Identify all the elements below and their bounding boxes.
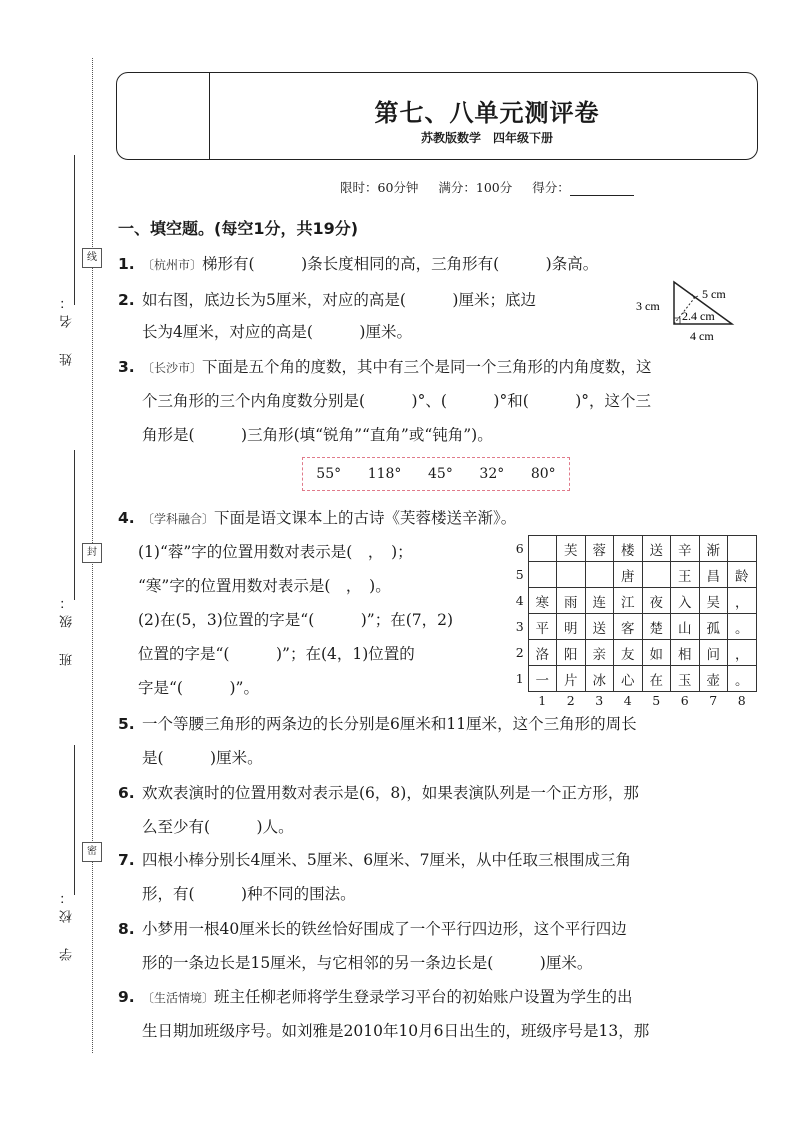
grid-cell: [728, 536, 757, 562]
question-8: 8. 小梦用一根40厘米长的铁丝恰好围成了一个平行四边形，这个平行四边: [118, 920, 627, 938]
angle-value: 45°: [428, 466, 453, 482]
grid-cell: 问: [699, 640, 728, 666]
grid-x-label: 6: [680, 693, 689, 709]
seal-mark-feng: 封: [82, 543, 102, 563]
school-field[interactable]: [74, 745, 75, 895]
grid-cell: 龄: [728, 562, 757, 588]
grid-cell: 孤: [699, 614, 728, 640]
grid-cell: 。: [728, 614, 757, 640]
triangle-left-label: 3 cm: [636, 299, 660, 313]
grid-cell: 洛: [528, 640, 557, 666]
grid-cell: 吴: [699, 588, 728, 614]
angle-value: 55°: [316, 466, 342, 482]
grid-x-label: 3: [595, 693, 604, 709]
grid-cell: ，: [728, 588, 757, 614]
grid-cell: 一: [528, 666, 557, 692]
grid-cell: 如: [642, 640, 671, 666]
angle-value: 118°: [367, 466, 402, 482]
grid-cell: [528, 536, 557, 562]
grid-cell: [585, 562, 614, 588]
grid-cell: [642, 562, 671, 588]
poem-grid: [512, 535, 757, 710]
time-limit: 限时：60分钟: [340, 180, 419, 195]
grid-x-label: 1: [538, 693, 547, 709]
angle-value: 80°: [530, 466, 556, 482]
question-3: 3. 〔长沙市〕下面是五个角的度数，其中有三个是同一个三角形的内角度数，这: [118, 358, 652, 376]
right-triangle-figure: [630, 278, 742, 344]
grid-cell: 阳: [557, 640, 586, 666]
grid-cell: 送: [585, 614, 614, 640]
grid-cell: 送: [642, 536, 671, 562]
question-9: 9. 〔生活情境〕班主任柳老师将学生登录学习平台的初始账户设置为学生的出: [118, 988, 633, 1006]
grid-cell: [528, 562, 557, 588]
grid-y-label: 3: [515, 619, 524, 634]
grid-cell: 楚: [642, 614, 671, 640]
grid-cell: ，: [728, 640, 757, 666]
name-field[interactable]: [74, 155, 75, 305]
question-7-line-2: 形，有( )种不同的围法。: [142, 885, 356, 903]
full-score: 满分：100分: [438, 180, 513, 195]
exam-meta: [340, 178, 634, 196]
grid-x-label: 8: [737, 693, 746, 709]
seal-mark-xian: 线: [82, 248, 102, 268]
grid-cell: 在: [642, 666, 671, 692]
grid-x-label: 7: [709, 693, 718, 709]
angle-value: 32°: [479, 466, 505, 482]
grid-cell: 连: [585, 588, 614, 614]
grid-cell: 辛: [671, 536, 700, 562]
grid-cell: 相: [671, 640, 700, 666]
page-subtitle: 苏教版数学 四年级下册: [420, 131, 553, 145]
seal-mark-mi: 密: [82, 842, 102, 862]
question-9-line-2: 生日期加班级序号。如刘雅是2010年10月6日出生的，班级序号是13，那: [142, 1022, 650, 1040]
question-4: 4. 〔学科融合〕下面是语文课本上的古诗《芙蓉楼送辛渐》。: [118, 509, 517, 527]
grid-cell: 玉: [671, 666, 700, 692]
grid-x-label: 4: [623, 693, 632, 709]
grid-cell: 心: [614, 666, 643, 692]
grid-cell: 蓉: [585, 536, 614, 562]
grid-cell: 芙: [557, 536, 586, 562]
grid-cell: 入: [671, 588, 700, 614]
question-1: 1. 〔杭州市〕梯形有( )条长度相同的高，三角形有( )条高。: [118, 255, 599, 273]
grid-cell: 山: [671, 614, 700, 640]
question-4-part-2a: (2)在(5，3)位置的字是“( )”；在(7，2): [138, 611, 454, 629]
question-2-line-2: 长为4厘米，对应的高是( )厘米。: [142, 323, 412, 341]
grid-cell: 片: [557, 666, 586, 692]
name-label: 姓 名：: [60, 290, 75, 366]
triangle-hyp-label: 5 cm: [702, 287, 726, 301]
grid-cell: 寒: [528, 588, 557, 614]
grid-cell: 客: [614, 614, 643, 640]
question-7: 7. 四根小棒分别长4厘米、5厘米、6厘米、7厘米，从中任取三根围成三角: [118, 851, 631, 869]
grid-cell: 昌: [699, 562, 728, 588]
grid-cell: 冰: [585, 666, 614, 692]
question-4-part-2c: 字是“( )”。: [138, 679, 259, 697]
grid-y-label: 2: [515, 645, 524, 660]
score-field[interactable]: [570, 182, 634, 196]
grid-cell: 楼: [614, 536, 643, 562]
grid-cell: 亲: [585, 640, 614, 666]
grid-cell: 王: [671, 562, 700, 588]
grid-cell: 友: [614, 640, 643, 666]
question-6: 6. 欢欢表演时的位置用数对表示是(6，8)，如果表演队列是一个正方形，那: [118, 784, 639, 802]
grid-cell: 平: [528, 614, 557, 640]
grid-cell: 雨: [557, 588, 586, 614]
question-6-line-2: 么至少有( )人。: [142, 818, 294, 836]
grid-y-label: 5: [515, 567, 524, 582]
triangle-height-label: 2.4 cm: [682, 309, 715, 323]
grid-x-label: 2: [566, 693, 575, 709]
question-3-line-3: 角形是( )三角形(填“锐角”“直角”或“钝角”)。: [142, 426, 493, 444]
question-8-line-2: 形的一条边长是15厘米，与它相邻的另一条边长是( )厘米。: [142, 954, 593, 972]
grid-y-label: 1: [515, 671, 524, 686]
class-label: 班 级：: [60, 590, 75, 666]
angle-list-box: [302, 457, 570, 491]
question-4-part-2b: 位置的字是“( )”；在(4，1)位置的: [138, 645, 415, 663]
grid-cell: 渐: [699, 536, 728, 562]
page-title: 第七、八单元测评卷: [374, 99, 600, 127]
grid-cell: 夜: [642, 588, 671, 614]
grid-cell: 江: [614, 588, 643, 614]
grid-y-label: 4: [515, 593, 524, 608]
title-box: [116, 72, 758, 160]
section-title: 一、填空题。(每空1分，共19分): [118, 219, 359, 238]
grid-cell: 壶: [699, 666, 728, 692]
score-label: 得分：: [532, 180, 570, 195]
grid-cell: [557, 562, 586, 588]
class-field[interactable]: [74, 450, 75, 600]
grid-y-label: 6: [515, 541, 524, 556]
school-label: 学 校：: [60, 885, 75, 961]
question-2: 2. 如右图，底边长为5厘米，对应的高是( )厘米；底边: [118, 291, 536, 309]
grid-cell: 。: [728, 666, 757, 692]
question-4-part-1a: (1)“蓉”字的位置用数对表示是( ， )；: [138, 543, 413, 561]
question-5: 5. 一个等腰三角形的两条边的长分别是6厘米和11厘米，这个三角形的周长: [118, 715, 637, 733]
grid-cell: 明: [557, 614, 586, 640]
grid-x-label: 5: [652, 693, 661, 709]
triangle-base-label: 4 cm: [690, 329, 714, 343]
question-4-part-1b: “寒”字的位置用数对表示是( ， )。: [138, 577, 391, 595]
grid-cell: 唐: [614, 562, 643, 588]
question-3-line-2: 个三角形的三个内角度数分别是( )°、( )°和( )°，这个三: [142, 392, 652, 410]
question-5-line-2: 是( )厘米。: [142, 749, 263, 767]
